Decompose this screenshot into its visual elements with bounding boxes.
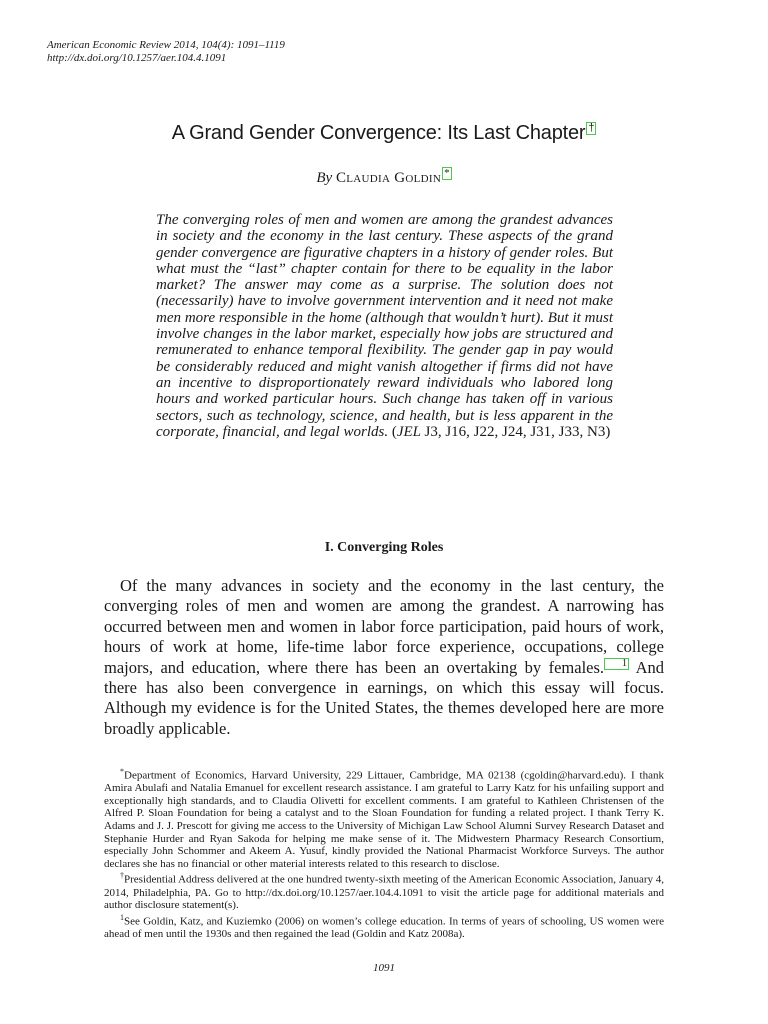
- footnote-1: [104, 912, 664, 941]
- footnote-dagger-text: Presidential Address delivered at the one hundred twenty-sixth meeting of the American Economic Association, January 4, 2014, Philadelphia, PA. Go to http://dx.doi.org/10.1257/aer.104.4.1091 to visit the article page for additional materials and author disclosure statement(s).: [104, 874, 664, 912]
- author-line: [0, 167, 768, 187]
- footnote-star: [104, 766, 664, 870]
- title-text: A Grand Gender Convergence: Its Last Chapter: [171, 122, 586, 144]
- footnote-star-text: Department of Economics, Harvard University, 229 Littauer, Cambridge, MA 02138 (cgoldin@harvard.edu). I thank Amira Abulafi and Natalia Emanuel for excellent research assistance. I am grateful to Larry Katz for his unfailing support and exceptionally high standards, and to Claudia Olivetti for excellent comments. I am grateful to Kathleen Christensen of the Alfred P. Sloan Foundation for being a catalyst and to the Sloan Foundation for funding a related project. I thank Terry K. Adams and J. J. Prescott for giving me access to the University of Michigan Law School Alumni Survey Research Dataset and Stephanie Hurder and Ryan Sakoda for helping me make sense of it. The Midwestern Pharmacy Research Consortium, especially John Schommer and Akeem A. Yusuf, kindly provided the National Pharmacist Workforce Surveys. The author declares she has no financial or other material interests related to this research to disclose.: [104, 769, 664, 870]
- jel-label: JEL: [396, 423, 421, 440]
- journal-line: American Economic Review 2014, 104(4): 1091–1119: [47, 39, 285, 51]
- body-text-1: Of the many advances in society and the economy in the last century, the converging roles of men and women are among the grandest. A narrowing has occurred between men and women in labor force participation, paid hours of work, hours of work at home, life-time labor force experience, occupations, college majors, and education, where there has been an overtaking by females.: [104, 576, 664, 677]
- abstract: The converging roles of men and women are among the grandest advances in society and the economy in the last century. These aspects of the grand gender convergence are figurative chapters in a history of gender roles. But what must the “last” chapter contain for there to be equality in the labor market? The answer may come as a surprise. The solution does not (necessarily) have to involve government intervention and it need not make men more responsible in the home (although that wouldn’t hurt). But it must involve changes in the labor market, especially how jobs are structured and remunerated to enhance temporal flexibility. The gender gap in pay would be considerably reduced and might vanish altogether if firms did not have an incentive to disproportionately reward individuals who labored long hours and worked particular hours. Such change has taken off in various sectors, such as technology, science, and health, but is less apparent in the corporate, financial, and legal worlds. (JEL J3, J16, J22, J24, J31, J33, N3): [156, 212, 613, 440]
- footnote-dagger: [104, 870, 664, 911]
- article-title: [0, 122, 768, 145]
- footnote-1-mark: 1: [120, 912, 124, 922]
- section-heading: I. Converging Roles: [324, 540, 444, 555]
- author-by: By: [316, 170, 333, 186]
- page-number: 1091: [373, 962, 395, 974]
- title-note-link[interactable]: †: [588, 122, 595, 135]
- footnote-dagger-mark: †: [120, 871, 125, 881]
- author-name: Claudia Goldin: [335, 170, 442, 186]
- body-text-2: And there has also been convergence in earnings, on which this essay will focus. Although my evidence is for the United States, the themes developed here are more broadly applicable.: [104, 657, 664, 738]
- footnotes: [104, 766, 664, 941]
- footnote-1-link[interactable]: 1: [604, 658, 629, 670]
- abstract-text: The converging roles of men and women are among the grandest advances in society and the economy in the last century. These aspects of the grand gender convergence are figurative chapters in a history of gender roles. But what must the “last” chapter contain for there to be equality in the labor market? The answer may come as a surprise. The solution does not (necessarily) have to involve government intervention and it need not make men more responsible in the home (although that wouldn’t hurt). But it must involve changes in the labor market, especially how jobs are structured and remunerated to enhance temporal flexibility. The gender gap in pay would be considerably reduced and might vanish altogether if firms did not have an incentive to disproportionately reward individuals who labored long hours and worked particular hours. Such change has taken off in various sectors, such as technology, science, and health, but is less apparent in the corporate, financial, and legal worlds.: [156, 212, 613, 440]
- author-note-link[interactable]: *: [444, 167, 450, 179]
- footnote-star-mark: *: [120, 767, 124, 776]
- jel-codes: J3, J16, J22, J24, J31, J33, N3: [424, 423, 606, 440]
- body-paragraph: [104, 576, 664, 739]
- footnote-1-text: See Goldin, Katz, and Kuziemko (2006) on women’s college education. In terms of years of schooling, US women were ahead of men until the 1930s and then regained the lead (Goldin and Katz 2008a).: [104, 915, 664, 941]
- doi-link[interactable]: http://dx.doi.org/10.1257/aer.104.4.1091: [47, 52, 227, 64]
- journal-citation: [47, 39, 285, 65]
